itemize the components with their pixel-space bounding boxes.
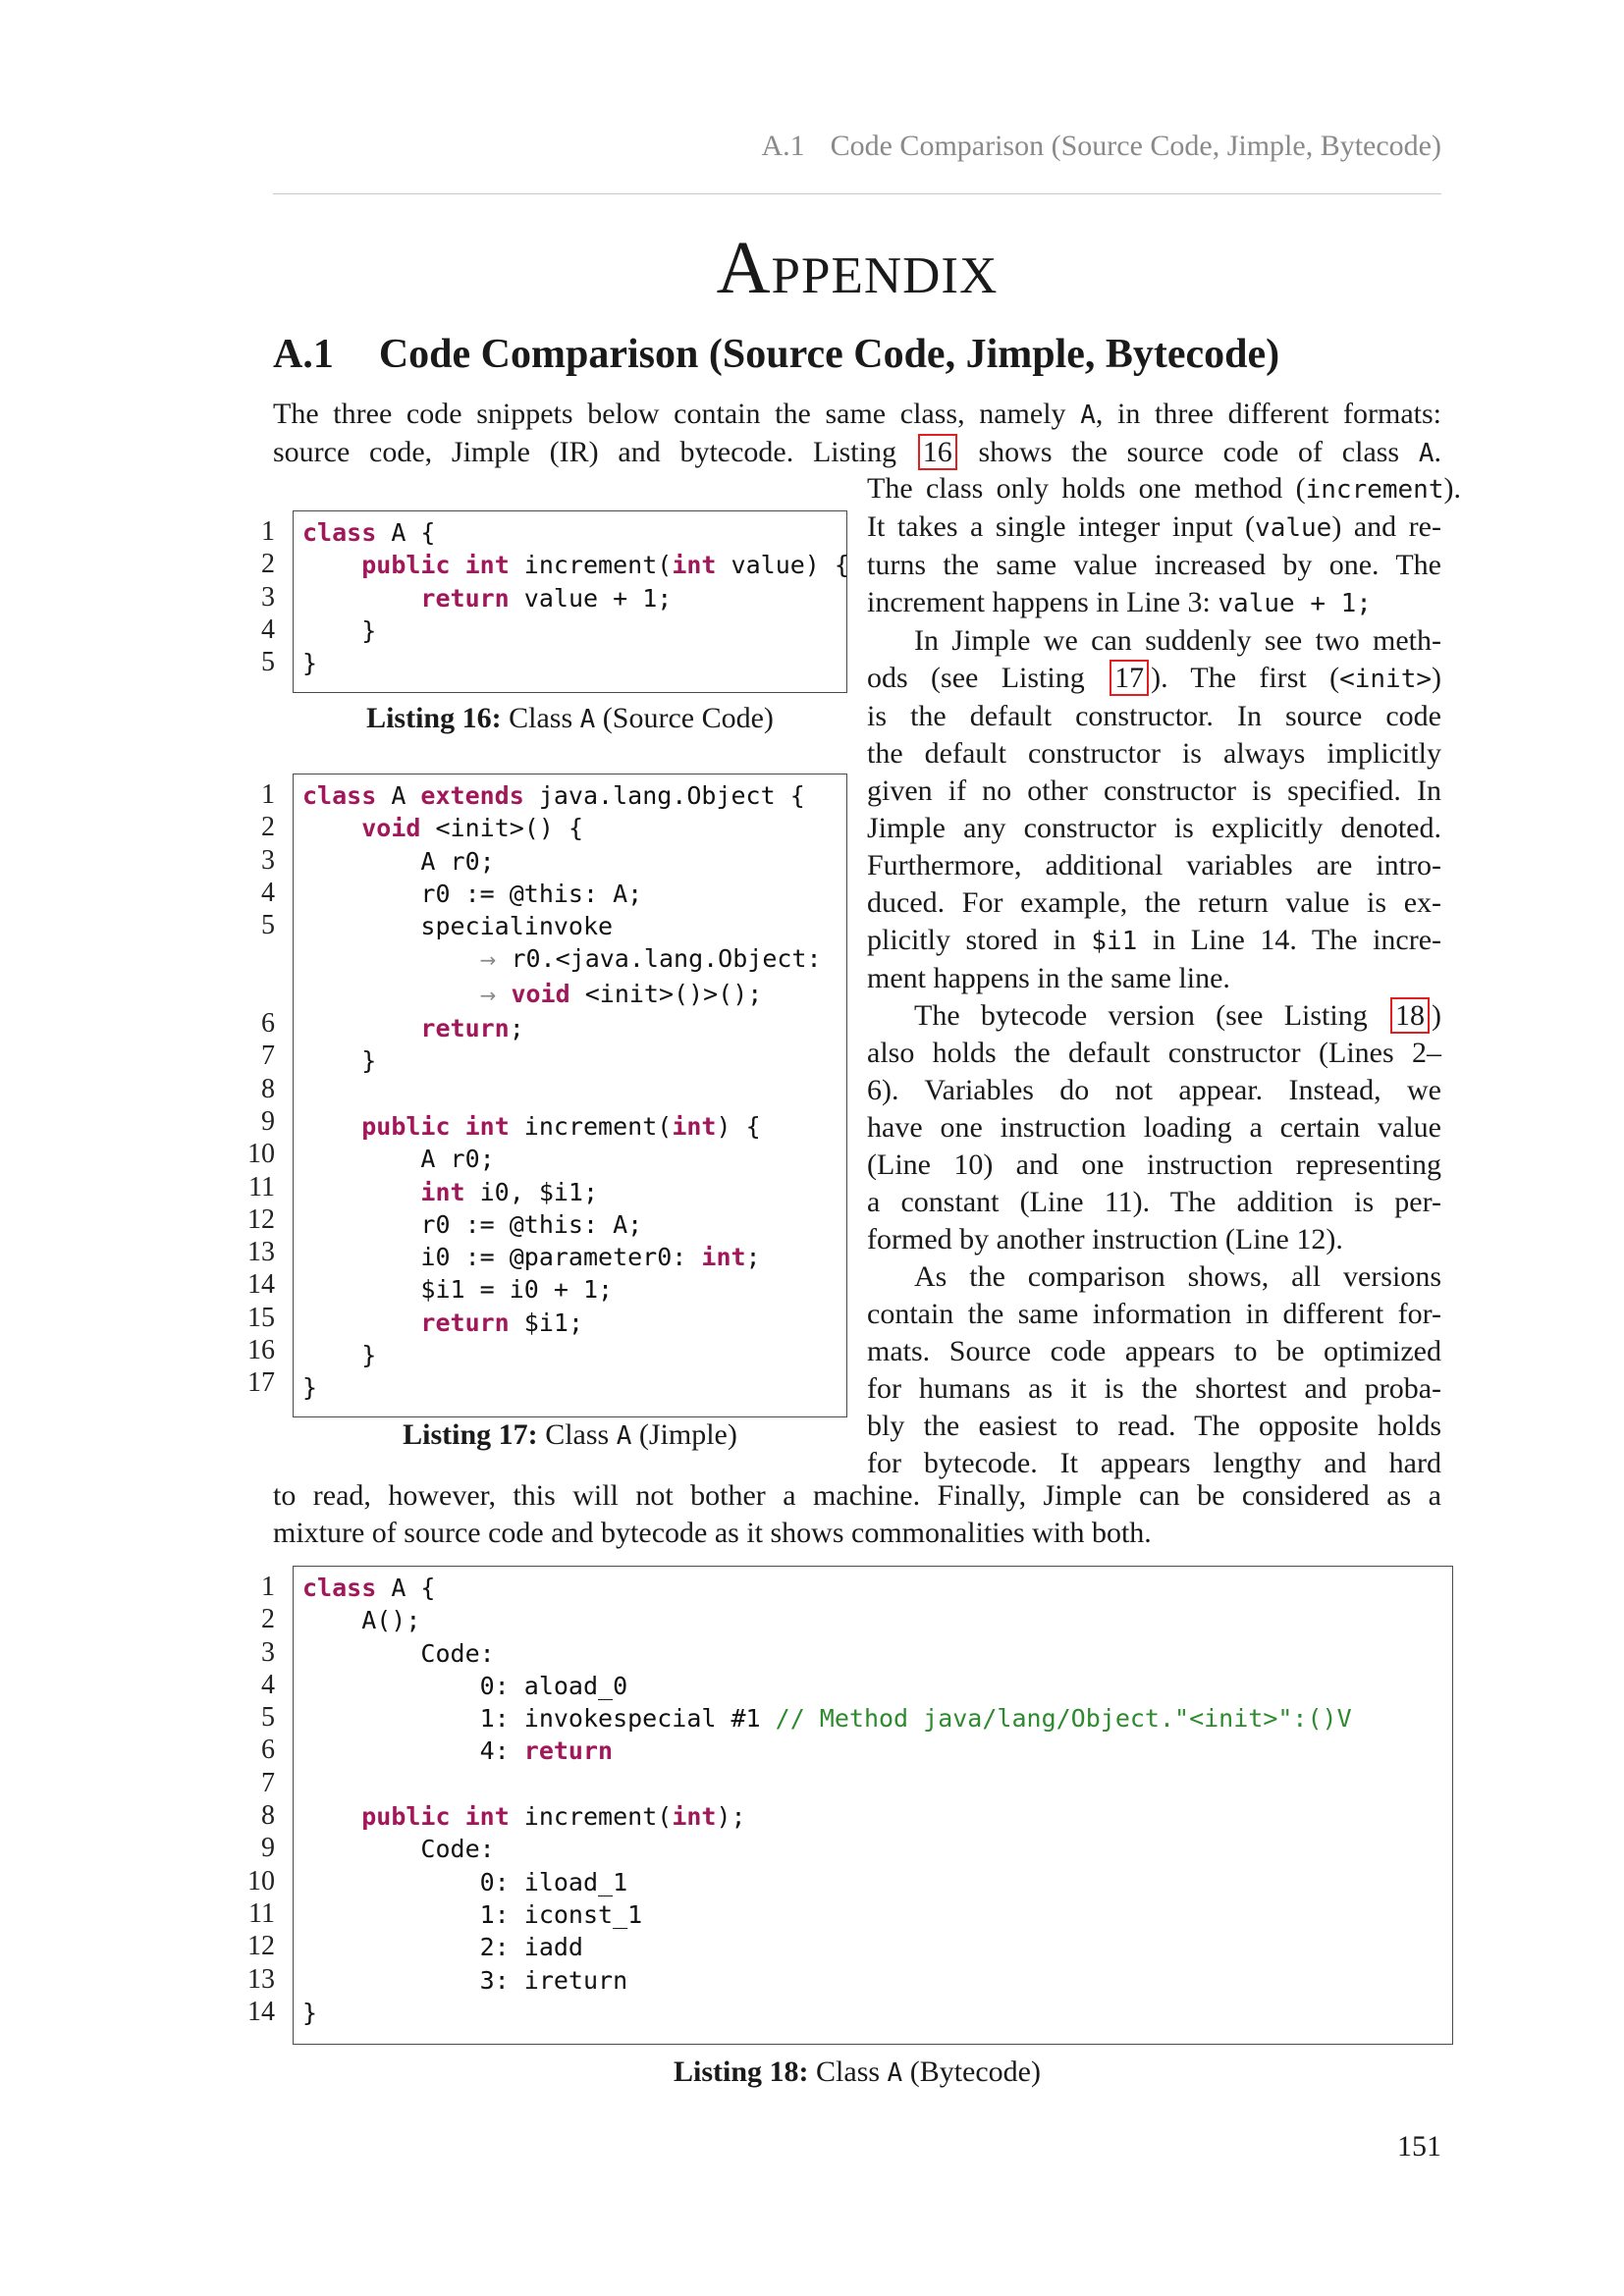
page-number: 151 — [1397, 2130, 1441, 2163]
continuation-arrow-icon: → — [479, 948, 497, 973]
code-line: 0: aload_0 — [302, 1671, 628, 1700]
code-line: → r0.<java.lang.Object: — [479, 944, 822, 974]
text-line: Furthermore, additional variables are intro- — [867, 849, 1441, 881]
code-line: $i1 = i0 + 1; — [302, 1275, 614, 1305]
text-line: for bytecode. It appears lengthy and hard — [867, 1447, 1441, 1479]
text-line: mats. Source code appears to be optimized — [867, 1335, 1441, 1367]
text-line: for humans as it is the shortest and proba- — [867, 1372, 1441, 1405]
code-line: public int increment(int); — [361, 1802, 746, 1832]
code-line: public int increment(int value) { — [361, 551, 849, 580]
listing-16-link[interactable]: 16 — [918, 434, 957, 470]
header-rule — [273, 193, 1441, 194]
code-line: r0 := @this: A; — [302, 1209, 643, 1239]
section-number: A.1 — [273, 332, 334, 377]
listing-16-code — [302, 516, 849, 679]
code-line: r0 := @this: A; — [302, 879, 643, 908]
text-line: It takes a single integer input (value) and re- — [867, 510, 1441, 543]
text-line: (Line 10) and one instruction representing — [867, 1148, 1441, 1181]
listing-18-link[interactable]: 18 — [1390, 997, 1430, 1034]
right-column-text — [867, 470, 1461, 1482]
continuation-arrow-icon: → — [479, 983, 497, 1007]
listing-18-caption: Listing 18: Class A (Bytecode) — [674, 2056, 1041, 2088]
listing-16-caption: Listing 16: Class A (Source Code) — [366, 702, 774, 734]
code-line: 2: iadd — [302, 1933, 583, 1962]
code-line: specialinvoke — [302, 912, 614, 941]
code-line: int i0, $i1; — [420, 1177, 599, 1206]
text-line: bly the easiest to read. The opposite holds — [867, 1410, 1441, 1442]
intro-paragraph — [273, 396, 1441, 472]
text-line: source code, Jimple (IR) and bytecode. Listing 16 shows the source code of class A. — [273, 436, 1442, 468]
text-line: Jimple any constructor is explicitly denoted. — [867, 812, 1441, 844]
code-line: 1: iconst_1 — [302, 1899, 643, 1929]
running-header-number: A.1 — [761, 130, 805, 162]
code-line: 0: iload_1 — [302, 1867, 628, 1896]
listing-17-code — [302, 779, 822, 1405]
text-line: plicitly stored in $i1 in Line 14. The incre- — [867, 924, 1442, 956]
text-line: increment happens in Line 3: value + 1; — [867, 586, 1372, 618]
text-line: the default constructor is always implicitly — [867, 737, 1441, 770]
text-line: The bytecode version (see Listing 18 ) — [914, 999, 1441, 1032]
text-line: have one instruction loading a certain value — [867, 1111, 1441, 1144]
text-line: ment happens in the same line. — [867, 962, 1230, 994]
text-line: turns the same value increased by one. The — [867, 549, 1441, 581]
section-heading — [273, 327, 1279, 382]
text-line: also holds the default constructor (Lines 2– — [867, 1037, 1441, 1069]
code-line: } — [302, 1373, 318, 1403]
listing-17-caption: Listing 17: Class A (Jimple) — [403, 1418, 737, 1451]
text-line: In Jimple we can suddenly see two meth- — [914, 624, 1441, 657]
code-line: } — [302, 1046, 377, 1076]
code-line: class A extends java.lang.Object { — [302, 781, 805, 810]
listing-17-line-numbers: 1 2 3 4 5 6 7 8 9 10 11 12 13 14 15 16 17 — [247, 779, 275, 1399]
text-line: 6). Variables do not appear. Instead, we — [867, 1074, 1441, 1106]
code-line: return; — [420, 1014, 524, 1043]
code-line: 1: invokespecial #1 // Method java/lang/Object."<init>":()V — [302, 1704, 1352, 1734]
text-line: mixture of source code and bytecode as it shows commonalities with both. — [273, 1517, 1152, 1549]
code-line: class A { — [302, 1574, 436, 1602]
code-line: Code: — [302, 1835, 495, 1864]
code-line: void <init>() { — [361, 814, 584, 843]
code-line: class A { — [302, 518, 436, 547]
code-line: i0 := @parameter0: int; — [302, 1243, 761, 1272]
text-line: formed by another instruction (Line 12). — [867, 1223, 1343, 1255]
text-line: is the default constructor. In source code — [867, 700, 1441, 732]
chapter-title: Appendix — [716, 227, 999, 309]
listing-17-link[interactable]: 17 — [1110, 660, 1149, 696]
code-line: return value + 1; — [420, 583, 673, 613]
text-line: ods (see Listing 17 ). The first (<init>) — [867, 662, 1442, 694]
code-line: A(); — [302, 1606, 421, 1635]
text-line: duced. For example, the return value is ex- — [867, 886, 1441, 919]
code-line: A r0; — [302, 846, 495, 876]
code-line: A r0; — [302, 1145, 495, 1174]
text-line: to read, however, this will not bother a machine. Finally, Jimple can be considered as a — [273, 1479, 1441, 1512]
code-line: } — [302, 615, 377, 645]
code-line: } — [302, 1998, 318, 2027]
text-line: As the comparison shows, all versions — [914, 1260, 1441, 1293]
text-line: given if no other constructor is specified. In — [867, 774, 1441, 807]
code-line: public int increment(int) { — [361, 1111, 761, 1141]
running-header — [273, 130, 1441, 163]
code-line: Code: — [302, 1638, 495, 1668]
code-line: } — [302, 1341, 377, 1370]
code-line: } — [302, 649, 318, 678]
text-line: The three code snippets below contain the same class, namely A, in three different formats: — [273, 398, 1442, 430]
closing-paragraph — [273, 1477, 1441, 1552]
text-line: a constant (Line 11). The addition is per- — [867, 1186, 1441, 1218]
listing-18-code — [302, 1572, 1352, 2029]
code-line: 4: return — [302, 1736, 614, 1766]
code-line: → void <init>()>(); — [479, 979, 763, 1008]
section-title: Code Comparison (Source Code, Jimple, Bytecode) — [378, 332, 1280, 377]
text-line: contain the same information in different for- — [867, 1298, 1441, 1330]
running-header-title: Code Comparison (Source Code, Jimple, Bytecode) — [830, 130, 1441, 162]
text-line: The class only holds one method (increment). — [867, 472, 1461, 505]
code-line: 3: ireturn — [302, 1965, 628, 1995]
listing-18-line-numbers: 1 2 3 4 5 6 7 8 9 10 11 12 13 14 — [247, 1572, 275, 2027]
code-line: return $i1; — [420, 1308, 583, 1337]
listing-16-line-numbers: 1 2 3 4 5 — [261, 516, 275, 678]
